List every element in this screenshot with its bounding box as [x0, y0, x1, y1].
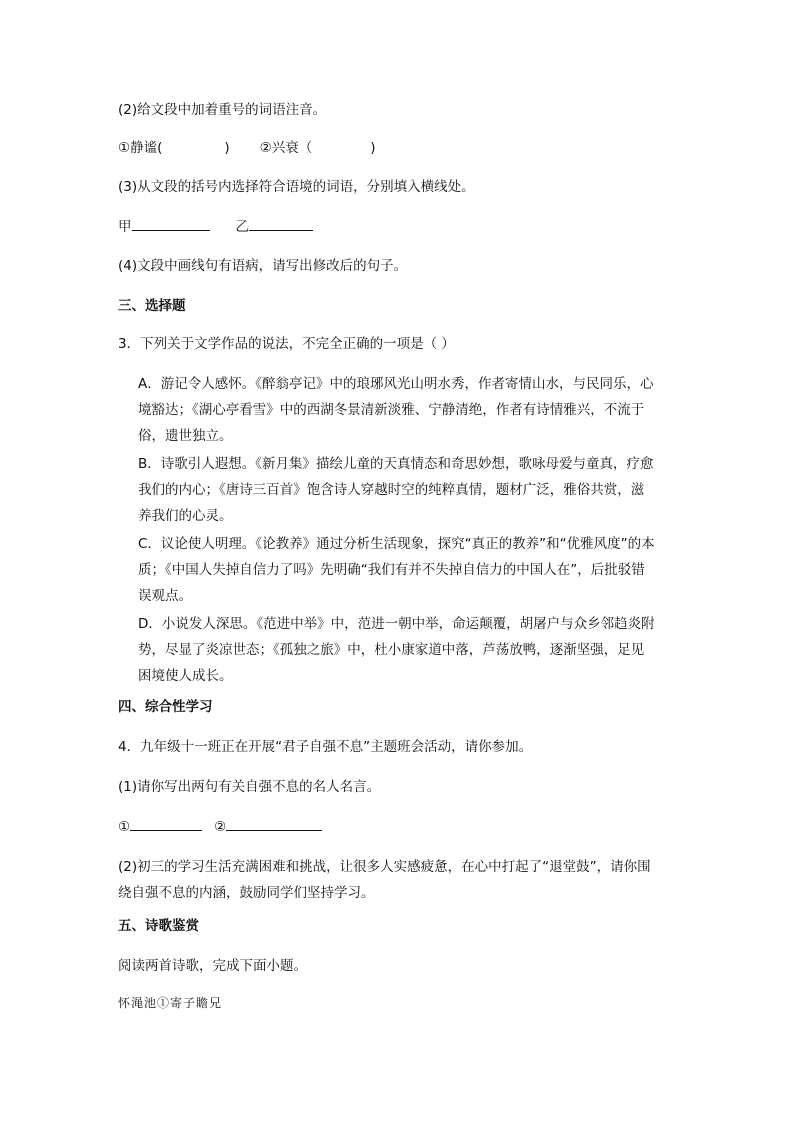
option-d-line-1: D．小说发人深思。《范进中举》中，范进一朝中举，命运颠覆，胡屠户与众乡邻趋炎附	[138, 616, 655, 632]
section-4-title: 四、综合性学习	[118, 699, 213, 715]
question-4-stem: 4．九年级十一班正在开展“君子自强不息”主题班会活动，请你参加。	[118, 739, 533, 755]
quote-blank-1-label: ①	[118, 819, 131, 835]
option-b	[138, 451, 678, 529]
option-b-line-3: 养我们的心灵。	[138, 508, 233, 524]
question-4-part-2	[118, 854, 651, 906]
option-d	[138, 611, 678, 689]
fill-blanks-row	[118, 216, 313, 237]
question-4-part-1: (1)请你写出两句有关自强不息的名人名言。	[118, 779, 381, 795]
section-3-title: 三、选择题	[118, 298, 186, 314]
quote-blanks-row	[118, 816, 322, 837]
option-a-line-3: 俗，遗世独立。	[138, 428, 233, 444]
question-5-stem: 阅读两首诗歌，完成下面小题。	[118, 958, 307, 974]
quote-blank-1-line[interactable]	[130, 816, 202, 831]
blank-jia-label: 甲	[118, 219, 132, 235]
question-2-part-3: (3)从文段的括号内选择符合语境的词语，分别填入横线处。	[118, 179, 475, 195]
question-2-part-4: (4)文段中画线句有语病，请写出修改后的句子。	[118, 258, 408, 274]
pinyin-item-1-label: ①静谧(	[118, 140, 163, 156]
question-2-part-2: (2)给文段中加着重号的词语注音。	[118, 102, 327, 118]
question-4-part-2-line-1: (2)初三的学习生活充满困难和挑战，让很多人实感疲惫，在心中打起了“退堂鼓”，请你围	[118, 859, 651, 875]
option-b-line-1: B．诗歌引人遐想。《新月集》描绘儿童的天真情态和奇思妙想，歌咏母爱与童真，疗愈	[138, 456, 654, 472]
option-d-line-2: 势，尽显了炎凉世态；《孤独之旅》中，杜小康家道中落，芦荡放鸭，逐渐坚强，足见	[138, 642, 645, 658]
option-c	[138, 531, 678, 609]
option-d-line-3: 困境使人成长。	[138, 668, 233, 684]
option-b-line-2: 我们的内心；《唐诗三百首》饱含诗人穿越时空的纯粹真情，题材广泛，雅俗共赏，滋	[138, 482, 645, 498]
option-a-line-1: A．游记令人感怀。《醉翁亭记》中的琅琊风光山明水秀，作者寄情山水，与民同乐，心	[138, 376, 654, 392]
quote-blank-2-line[interactable]	[226, 816, 322, 831]
section-5-title: 五、诗歌鉴赏	[118, 918, 199, 934]
pinyin-item-2-label: ②兴衰（	[259, 140, 313, 156]
pinyin-row	[118, 138, 376, 158]
blank-yi-line[interactable]	[249, 216, 313, 231]
quote-blank-2-label: ②	[214, 819, 227, 835]
option-c-line-1: C．议论使人明理。《论教养》通过分析生活现象，探究“真正的教养”和“优雅风度”的本	[138, 536, 655, 552]
blank-yi-label: 乙	[235, 219, 249, 235]
option-c-line-3: 误观点。	[138, 588, 192, 604]
pinyin-item-1-close: )	[224, 140, 230, 156]
question-3-stem: 3．下列关于文学作品的说法，不完全正确的一项是（ ）	[118, 336, 455, 352]
blank-jia-line[interactable]	[132, 216, 210, 231]
option-c-line-2: 质；《中国人失掉自信力了吗》先明确“我们有并不失掉自信力的中国人在”，后批驳错	[138, 562, 645, 578]
option-a	[138, 371, 678, 449]
pinyin-item-2-close: )	[370, 140, 376, 156]
question-4-part-2-line-2: 绕自强不息的内涵，鼓励同学们坚持学习。	[118, 885, 375, 901]
option-a-line-2: 境豁达；《湖心亭看雪》中的西湖冬景清新淡雅、宁静清绝，作者有诗情雅兴，不流于	[138, 402, 645, 418]
poem-title: 怀渑池①寄子瞻兄	[118, 996, 223, 1010]
